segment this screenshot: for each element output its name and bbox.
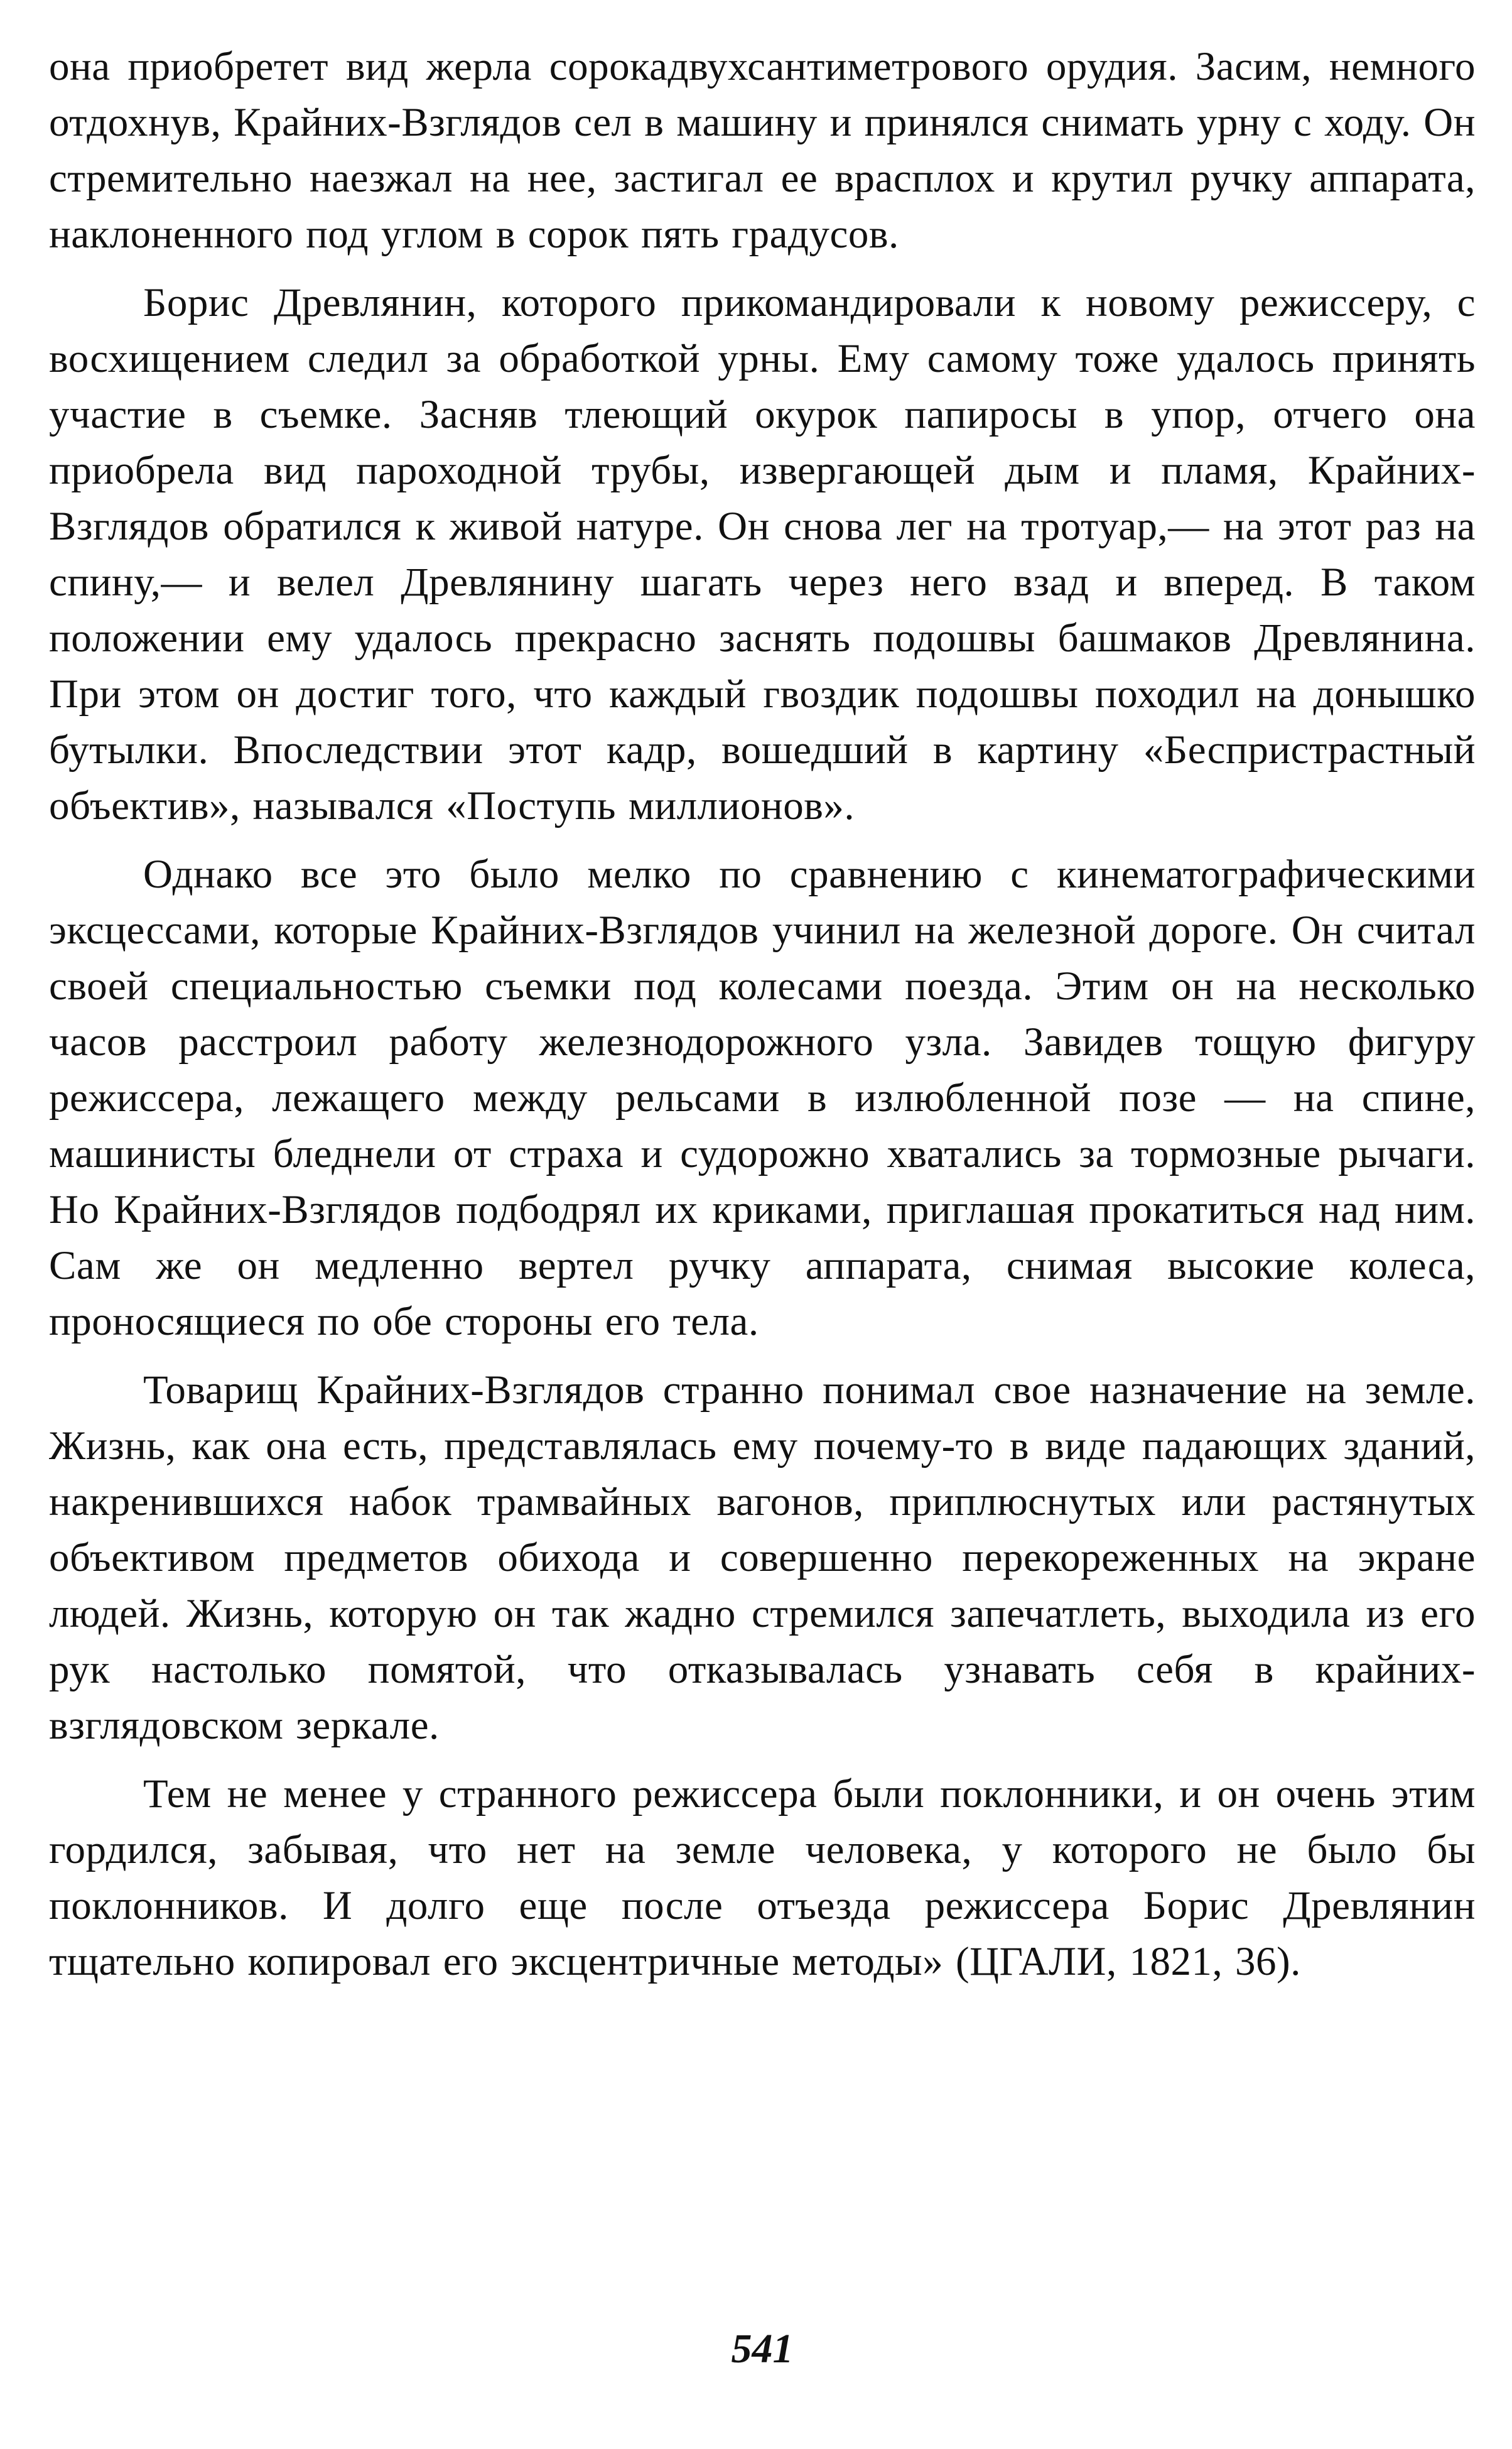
paragraph-2: Борис Древлянин, которого прикомандировали к новому режиссеру, с восхищением следил за обработкой урны. Ему самому тоже удалось принять участие в съемке. Засняв тлеющий окурок папиросы в упор, отчего она приобрела вид пароходной трубы, извергающей дым и пламя, Крайних-Взглядов обратился к живой натуре. Он снова лег на тротуар,— на этот раз на спину,— и велел Древлянину шагать через него взад и вперед. В таком положении ему удалось прекрасно заснять подошвы башмаков Древлянина. При этом он достиг того, что каждый гвоздик подошвы походил на донышко бутылки. Впоследствии этот кадр, вошедший в картину «Беспристрастный объектив», назывался «Поступь миллионов». bbox=[49, 280, 1476, 828]
text-body bbox=[49, 39, 1476, 1990]
page-number: 541 bbox=[731, 2326, 794, 2372]
paragraph-3: Однако все это было мелко по сравнению с кинематографическими эксцессами, которые Крайних-Взглядов учинил на железной дороге. Он считал своей специальностью съемки под колесами поезда. Этим он на несколько часов расстроил работу железнодорожного узла. Завидев тощую фигуру режиссера, лежащего между рельсами в излюбленной позе — на спине, машинисты бледнели от страха и судорожно хватались за тормозные рычаги. Но Крайних-Взглядов подбодрял их криками, приглашая прокатиться над ним. Сам же он медленно вертел ручку аппарата, снимая высокие колеса, проносящиеся по обе стороны его тела. bbox=[49, 852, 1476, 1344]
paragraph-1: она приобретет вид жерла сорокадвухсантиметрового орудия. Засим, немного отдохнув, Крайних-Взглядов сел в машину и принялся снимать урну с ходу. Он стремительно наезжал на нее, застигал ее врасплох и крутил ручку аппарата, наклоненного под углом в сорок пять градусов. bbox=[49, 44, 1476, 257]
book-page bbox=[49, 39, 1476, 2413]
paragraph-5: Тем не менее у странного режиссера были поклонники, и он очень этим гордился, забывая, что нет на земле человека, у которого не было бы поклонников. И долго еще после отъезда режиссера Борис Древлянин тщательно копировал его эксцентричные методы» (ЦГАЛИ, 1821, 36). bbox=[49, 1771, 1476, 1984]
paragraph-4: Товарищ Крайних-Взглядов странно понимал свое назначение на земле. Жизнь, как она есть, представлялась ему почему-то в виде падающих зданий, накренившихся набок трамвайных вагонов, приплюснутых или растянутых объективом предметов обихода и совершенно перекореженных на экране людей. Жизнь, которую он так жадно стремился запечатлеть, выходила из его рук настолько помятой, что отказывалась узнавать себя в крайних-взглядовском зеркале. bbox=[49, 1367, 1476, 1748]
